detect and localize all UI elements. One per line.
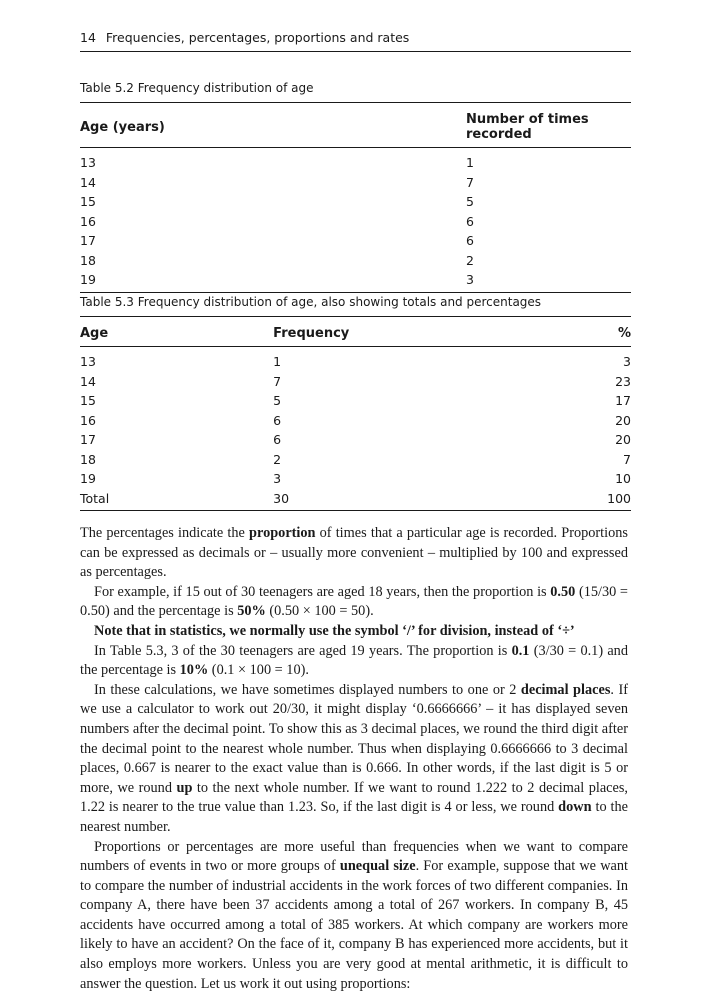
paragraph: Proportions or percentages are more useful than frequencies when we want to compare numbers of events in two or more groups of unequal size. For example, suppose that we want to compare the number of industrial accidents in the work forces of two different companies. In company A, there have been 37 accidents among a total of 267 workers. In company B, 45 accidents have occurred among a total of 385 workers. At which company are workers more likely to have an accident? On the face of it, company B has experienced more accidents, but it also employs more workers. Unless you are very good at mental arithmetic, it is difficult to answer the question. Let us work it out using proportions:: [80, 838, 628, 992]
table-cell: 19: [80, 471, 96, 486]
table-cell: 20: [615, 432, 631, 447]
table-cell: 30: [273, 489, 473, 511]
table-cell: 17: [80, 432, 96, 447]
table-5-2-caption: Table 5.2 Frequency distribution of age: [80, 81, 314, 95]
table-row: [80, 270, 631, 292]
table-cell: 1: [466, 155, 474, 170]
table-row: [80, 411, 631, 431]
running-head: [80, 30, 631, 52]
table-cell: 16: [80, 412, 96, 428]
table-row: [80, 430, 631, 450]
table-row: [80, 251, 631, 271]
table-cell: 100: [473, 489, 631, 511]
table-row: [80, 148, 631, 173]
table-cell: 1: [273, 354, 282, 369]
table-cell: 17: [80, 233, 96, 248]
table-row: [80, 231, 631, 251]
table-cell: 3: [623, 354, 631, 369]
table-cell: 20: [615, 412, 631, 428]
table-cell: 7: [273, 373, 282, 389]
paragraph: For example, if 15 out of 30 teenagers are aged 18 years, then the proportion is 0.50 (15/30 = 0.50) and the percentage is 50% (0.50 × 100 = 50).: [80, 583, 628, 620]
column-header-frequency: Frequency: [273, 317, 473, 347]
table-cell: 3: [466, 270, 631, 292]
table-row: [80, 391, 631, 411]
table-row: [80, 489, 631, 511]
chapter-title: Frequencies, percentages, proportions and rates: [105, 30, 410, 45]
paragraph: The percentages indicate the proportion of times that a particular age is recorded. Proportions can be expressed as decimals or – usually more convenient – multiplied by 100 and expressed as percentages.: [80, 525, 628, 581]
page-number: 14: [80, 30, 96, 45]
table-cell: 15: [80, 194, 96, 209]
table-cell: 19: [80, 270, 466, 292]
column-header-times-recorded: Number of times recorded: [466, 103, 631, 148]
table-5-3: [80, 316, 631, 511]
column-header-percent: %: [473, 317, 631, 347]
table-cell: 18: [80, 451, 96, 467]
table-cell: 23: [615, 373, 631, 389]
table-cell: 10: [615, 471, 631, 486]
body-text: [80, 524, 628, 994]
table-5-3-caption: Table 5.3 Frequency distribution of age, also showing totals and percentages: [80, 295, 542, 309]
table-cell: 14: [80, 373, 96, 389]
table-row: [80, 450, 631, 470]
table-cell: 16: [80, 213, 96, 229]
table-cell: 13: [80, 155, 96, 170]
paragraph: In these calculations, we have sometimes displayed numbers to one or 2 decimal places. If we use a calculator to work out 20/30, it might display ‘0.6666666’ – it has displayed seven numbers after the decimal point. To show this as 3 decimal places, we round the third digit after the decimal point to the nearest whole number. Thus when displaying 0.6666666 to 3 decimal places, 0.667 is nearer to the exact value than is 0.666. In other words, if the last digit is 5 or more, we round up to the next whole number. If we want to round 1.222 to 2 decimal places, 1.22 is nearer to the true value than 1.23. So, if the last digit is 4 or less, we round down to the nearest number.: [80, 681, 629, 835]
table-cell: Total: [80, 489, 273, 511]
table-row: [80, 469, 631, 489]
table-cell: 7: [466, 174, 474, 190]
column-header-age: Age (years): [80, 103, 466, 148]
table-5-2: [80, 102, 631, 293]
table-row: [80, 347, 631, 372]
table-cell: 15: [80, 393, 96, 408]
table-row: [80, 173, 631, 193]
table-cell: 18: [80, 252, 96, 268]
paragraph: In Table 5.3, 3 of the 30 teenagers are aged 19 years. The proportion is 0.1 (3/30 = 0.1) and the percentage is 10% (0.1 × 100 = 10).: [80, 642, 628, 679]
table-cell: 13: [80, 354, 96, 369]
table-cell: 14: [80, 174, 96, 190]
table-cell: 7: [623, 451, 631, 467]
table-cell: 3: [273, 471, 282, 486]
table-row: [80, 212, 631, 232]
table-row: [80, 372, 631, 392]
table-row: [80, 192, 631, 212]
column-header-age: Age: [80, 317, 273, 347]
table-cell: 2: [466, 252, 474, 268]
table-cell: 5: [466, 194, 474, 209]
note-paragraph: Note that in statistics, we normally use the symbol ‘/’ for division, instead of ‘÷’: [94, 622, 575, 639]
table-cell: 6: [273, 432, 282, 447]
table-cell: 17: [615, 393, 631, 408]
table-cell: 6: [466, 213, 474, 229]
table-cell: 2: [273, 451, 282, 467]
table-cell: 6: [466, 233, 474, 248]
table-cell: 5: [273, 393, 282, 408]
table-cell: 6: [273, 412, 282, 428]
